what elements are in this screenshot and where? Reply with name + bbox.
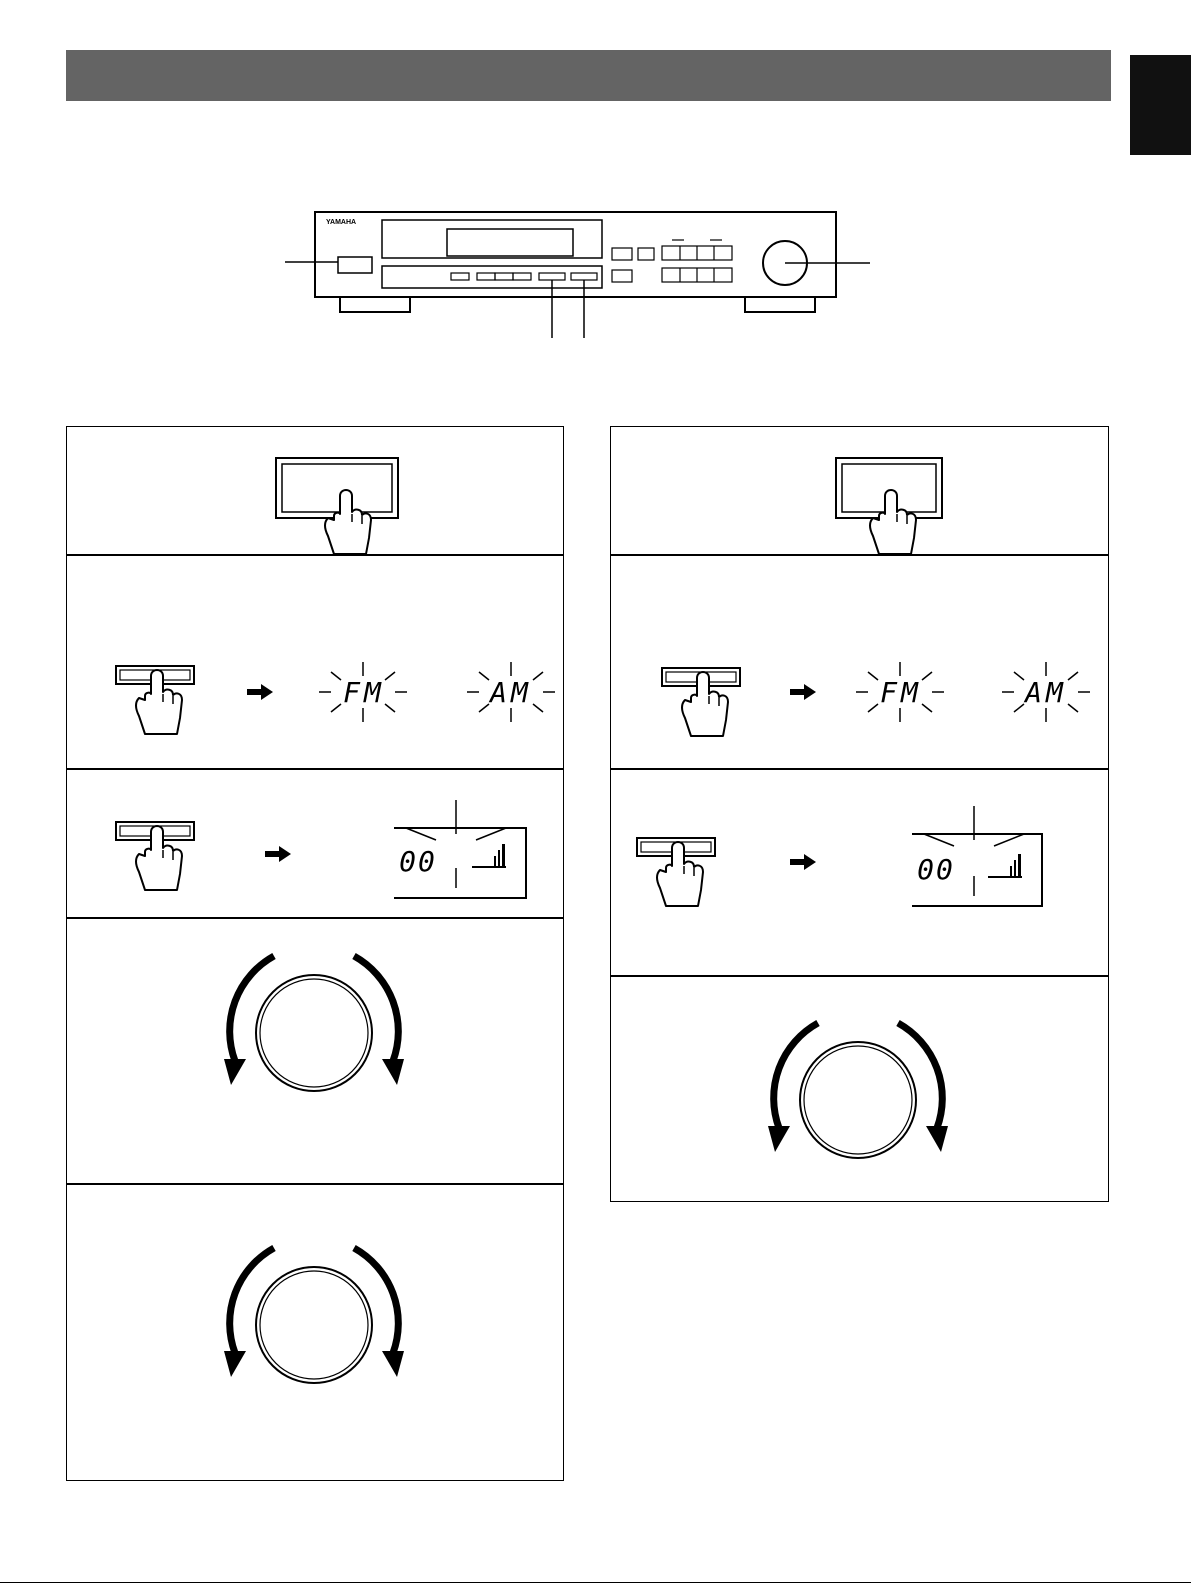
left-step4-knob-icon [224, 956, 404, 1091]
brand-label: YAMAHA [326, 219, 357, 226]
right-step3-display-icon [637, 806, 1042, 906]
right-lcd-fm: FM [880, 676, 922, 709]
right-step1-press-icon [836, 458, 942, 554]
left-lcd-preset: 00 [399, 845, 437, 878]
left-step3-display-icon [116, 800, 526, 898]
left-lcd-fm: FM [343, 676, 385, 709]
left-lcd-am: AM [490, 676, 532, 709]
left-step1-press-icon [276, 458, 398, 554]
right-step4-knob-icon [768, 1023, 948, 1158]
left-step5-knob-icon [224, 1248, 404, 1383]
right-lcd-preset: 00 [917, 853, 955, 886]
footer-rule [0, 1582, 1191, 1583]
right-lcd-am: AM [1025, 676, 1067, 709]
